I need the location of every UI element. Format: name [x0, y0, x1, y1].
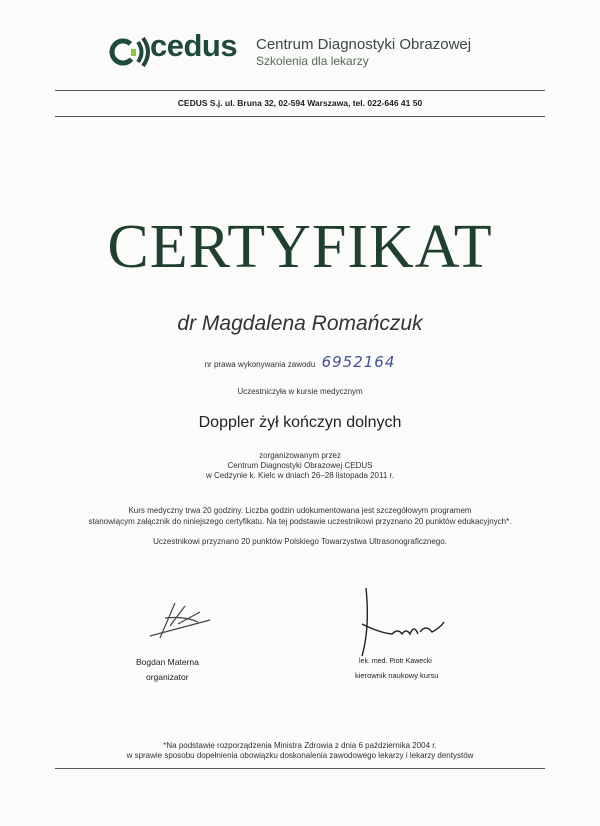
organizer-signature — [140, 598, 220, 650]
recipient-name: dr Magdalena Romańczuk — [177, 312, 423, 335]
header-divider — [55, 90, 545, 91]
location-dates: w Cedzynie k. Kielc w dniach 26–28 listopada 2011 r. — [206, 471, 394, 480]
supervisor-name: lek. med. Piotr Kawecki — [359, 658, 432, 665]
organizer-name: Centrum Diagnostyki Obrazowej CEDUS — [227, 461, 373, 470]
supervisor-signature — [340, 588, 450, 660]
address-divider — [55, 116, 545, 117]
organizer-role: organizator — [146, 672, 189, 682]
supervisor-role: kierownik naukowy kursu — [355, 671, 439, 680]
footnote-line-1: *Na podstawie rozporządzenia Ministra Zdrowia z dnia 6 października 2004 r. — [163, 741, 437, 750]
logo-wordmark: cedus — [150, 28, 238, 63]
license-number: 6952164 — [321, 353, 396, 371]
organized-by: zorganizowanym przez — [259, 451, 341, 460]
points-line: Uczestnikowi przyznano 20 punktów Polskiego Towarzystwa Ultrasonograficznego. — [153, 537, 447, 546]
tagline: Szkolenia dla lekarzy — [256, 54, 369, 68]
participation-text: Uczestniczyła w kursie medycznym — [237, 387, 363, 396]
license-label: nr prawa wykonywania zawodu — [204, 360, 316, 369]
footer-divider — [55, 768, 545, 769]
course-name: Doppler żył kończyn dolnych — [198, 414, 402, 431]
company-address: CEDUS S.j. ul. Bruna 32, 02-594 Warszawa, tel. 022-646 41 50 — [177, 98, 423, 108]
details-line-2: stanowiącym załącznik do niniejszego certyfikatu. Na tej podstawie uczestnikowi przyznano 20 punktów edukacyjnych*. — [88, 517, 512, 526]
organizer-name-sig: Bogdan Materna — [136, 657, 199, 667]
license-row — [0, 353, 600, 371]
center-name: Centrum Diagnostyki Obrazowej — [256, 36, 472, 53]
certificate-title: CERTYFIKAT — [107, 213, 493, 281]
footnote-line-2: w sprawie sposobu dopełnienia obowiązku doskonalenia zawodowego lekarzy i lekarzy dentystów — [126, 751, 474, 760]
details-line-1: Kurs medyczny trwa 20 godziny. Liczba godzin udokumentowana jest szczegółowym programem — [128, 506, 472, 515]
